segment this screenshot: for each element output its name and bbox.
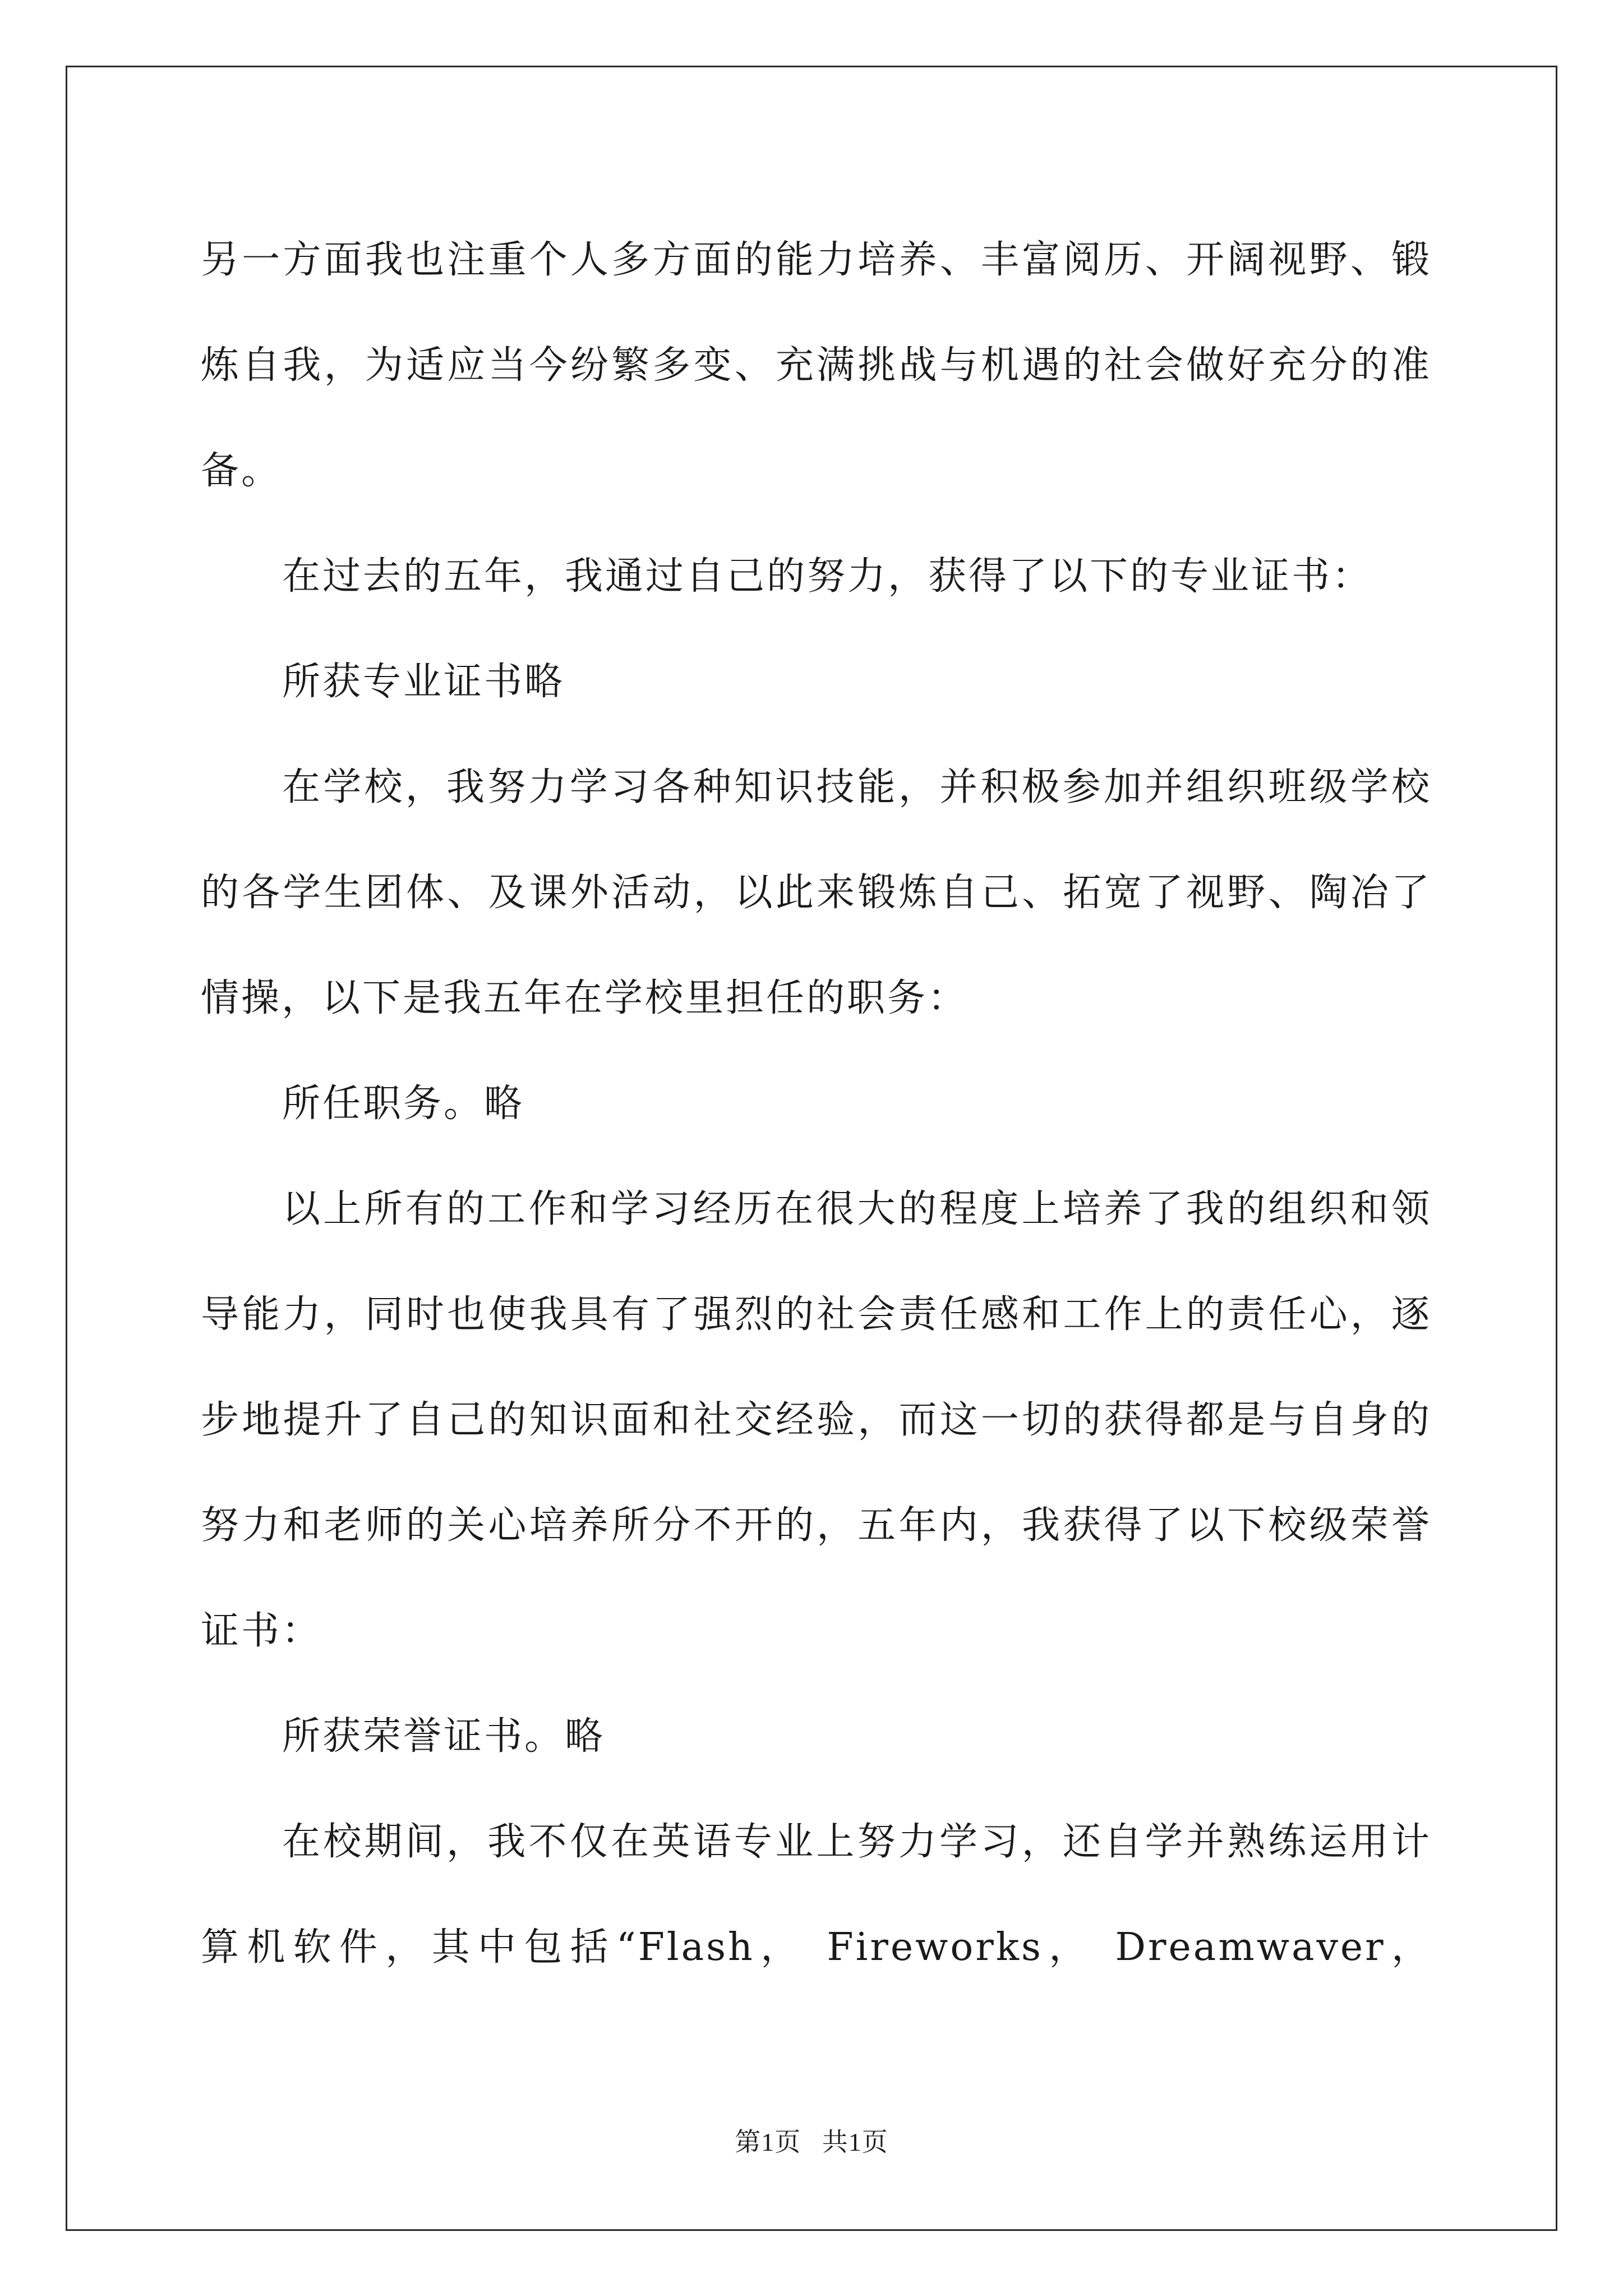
paragraph-computer-skills: 在校期间，我不仅在英语专业上努力学习，还自学并熟练运用计算机软件，其中包括“Flash， Fireworks， Dreamwaver， xyxy=(201,1820,1432,1970)
paragraph-honors: 所获荣誉证书。略 xyxy=(282,1714,606,1759)
paragraph-experience: 以上所有的工作和学习经历在很大的程度上培养了我的组织和领导能力，同时也使我具有了强烈的社会责任感和工作上的责任心，逐步地提升了自己的知识面和社交经验，而这一切的获得都是与自身的努力和老师的关心培养所分不开的，五年内，我获得了以下校级荣誉证书： xyxy=(201,1187,1432,1653)
paragraph-certificates-intro: 在过去的五年，我通过自己的努力，获得了以下的专业证书： xyxy=(282,554,1373,599)
page-total: 共1页 xyxy=(822,2128,888,2156)
document-body xyxy=(201,208,1432,2000)
paragraph-school-activities: 在学校，我努力学习各种知识技能，并积极参加并组织班级学校的各学生团体、及课外活动，以此来锻炼自己、拓宽了视野、陶冶了情操，以下是我五年在学校里担任的职务： xyxy=(201,765,1432,1020)
paragraph-preparation: 另一方面我也注重个人多方面的能力培养、丰富阅历、开阔视野、锻炼自我，为适应当今纷繁多变、充满挑战与机遇的社会做好充分的准备。 xyxy=(201,238,1432,493)
paragraph-positions: 所任职务。略 xyxy=(282,1082,525,1126)
paragraph-certificates-list: 所获专业证书略 xyxy=(282,660,565,704)
page-number: 第1页 xyxy=(735,2128,801,2156)
page-footer xyxy=(0,2122,1623,2159)
